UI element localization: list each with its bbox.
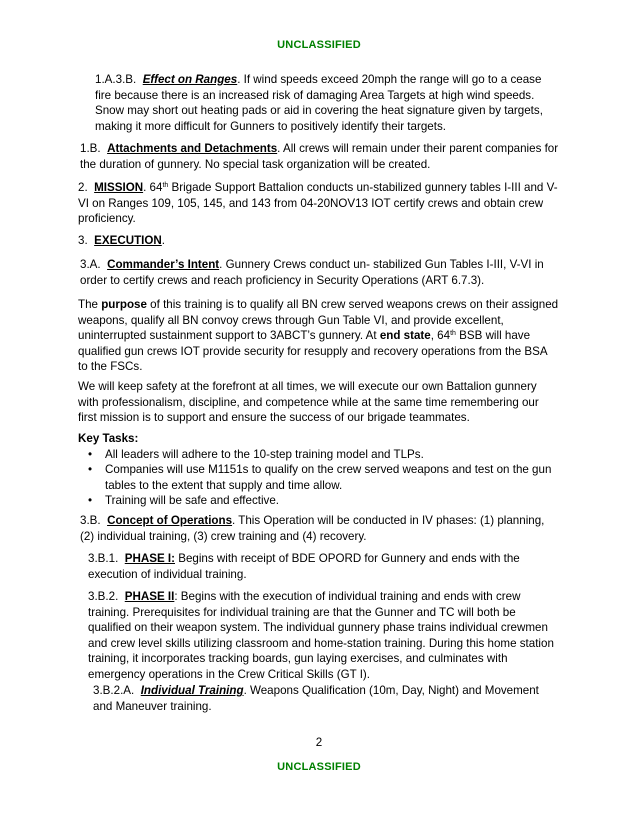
heading-commanders-intent: Commander’s Intent (107, 258, 220, 271)
paragraph-1b: 1.B. Attachments and Detachments. All crews will remain under their parent companies for the duration of gunnery. No special task organization will be created. (80, 142, 559, 171)
footer-classification: UNCLASSIFIED (277, 761, 361, 773)
heading-phase-1: PHASE I: (124, 552, 175, 565)
paragraph-commanders-intent: 3.A. Commander’s Intent. Gunnery Crews conduct un- stabilized Gun Tables I-III, V-VI in order to certify crews and reach proficiency in Security Operations (ART 6.7.3). (80, 258, 544, 287)
list-item: • All leaders will adhere to the 10-step training model and TLPs. (88, 447, 424, 461)
heading-mission: MISSION (94, 181, 144, 194)
heading-execution: EXECUTION (94, 234, 162, 247)
heading-concept-of-operations: Concept of Operations (107, 514, 233, 527)
term-end-state: end state (379, 329, 431, 343)
paragraph-execution: 3. EXECUTION. (78, 234, 165, 247)
paragraph-individual-training: 3.B.2.A. Individual Training. Weapons Qualification (10m, Day, Night) and Movement and Maneuver training. (93, 684, 539, 713)
paragraph-phase-1: 3.B.1. PHASE I: Begins with receipt of BDE OPORD for Gunnery and ends with the execution of individual training. (88, 552, 520, 581)
list-item: • Training will be safe and effective. (88, 494, 280, 508)
header-classification: UNCLASSIFIED (277, 39, 361, 51)
paragraph-purpose: The purpose of this training is to qualify all BN crew served weapons crews on their assigned weapons, qualify all BN convoy crews through Gun Table VI, and provide excellent, uninterrupted sustainment support to 3ABCT’s gunnery. At end state, 64th BSB will have qualified gun crews IOT provide security for resupply and recovery operations from the BSA to the FSCs. (78, 298, 559, 374)
key-tasks-heading: Key Tasks: (78, 432, 139, 445)
heading-attachments: Attachments and Detachments (107, 142, 278, 155)
bullet-icon: • (88, 463, 93, 477)
key-tasks-section (78, 431, 559, 509)
bullet-icon: • (88, 447, 93, 461)
list-item: • Companies will use M1151s to qualify on the crew served weapons and test on the gun tables to the extent that supply and time allow. (88, 463, 552, 492)
heading-individual-training: Individual Training (140, 684, 244, 697)
paragraph-concept-of-operations: 3.B. Concept of Operations. This Operation will be conducted in IV phases: (1) planning, (2) individual training, (3) crew training and (4) recovery. (80, 514, 545, 543)
paragraph-phase-2: 3.B.2. PHASE II: Begins with the execution of individual training and ends with crew training. Prerequisites for individual training are that the Gunner and TC will both be qualified on their weapon system. The individual gunnery phase trains individual crewmen and crew level skills utilizing classroom and home-station training. During this home station training, it incorporates tracking boards, gun laying exercises, and culminates with emergency operations in the Crew Critical Skills (GT I). (88, 590, 554, 681)
heading-effect-on-ranges: Effect on Ranges (142, 73, 238, 86)
paragraph-mission: 2. MISSION. 64th Brigade Support Battalion conducts un-stabilized gunnery tables I-III and V-VI on Ranges 109, 105, 145, and 143 from 04-20NOV13 IOT certify crews and obtain crew proficiency. (78, 181, 558, 226)
key-tasks-list (78, 447, 559, 509)
term-purpose: purpose (101, 298, 147, 311)
heading-phase-2: PHASE II (124, 590, 175, 603)
paragraph-safety: We will keep safety at the forefront at all times, we will execute our own Battalion gunnery with professionalism, discipline, and competence while at the same time remembering our first mission is to support and ensure the success of our brigade teammates. (78, 380, 539, 425)
page-number: 2 (315, 736, 323, 749)
paragraph-1a3b: 1.A.3.B. Effect on Ranges. If wind speeds exceed 20mph the range will go to a cease fire because there is an increased risk of damaging Area Targets at high wind speeds. Snow may short out heating pads or aid in covering the heat signature given by targets, making it more difficult for Gunners to positively identify their targets. (95, 73, 543, 133)
bullet-icon: • (88, 494, 93, 508)
